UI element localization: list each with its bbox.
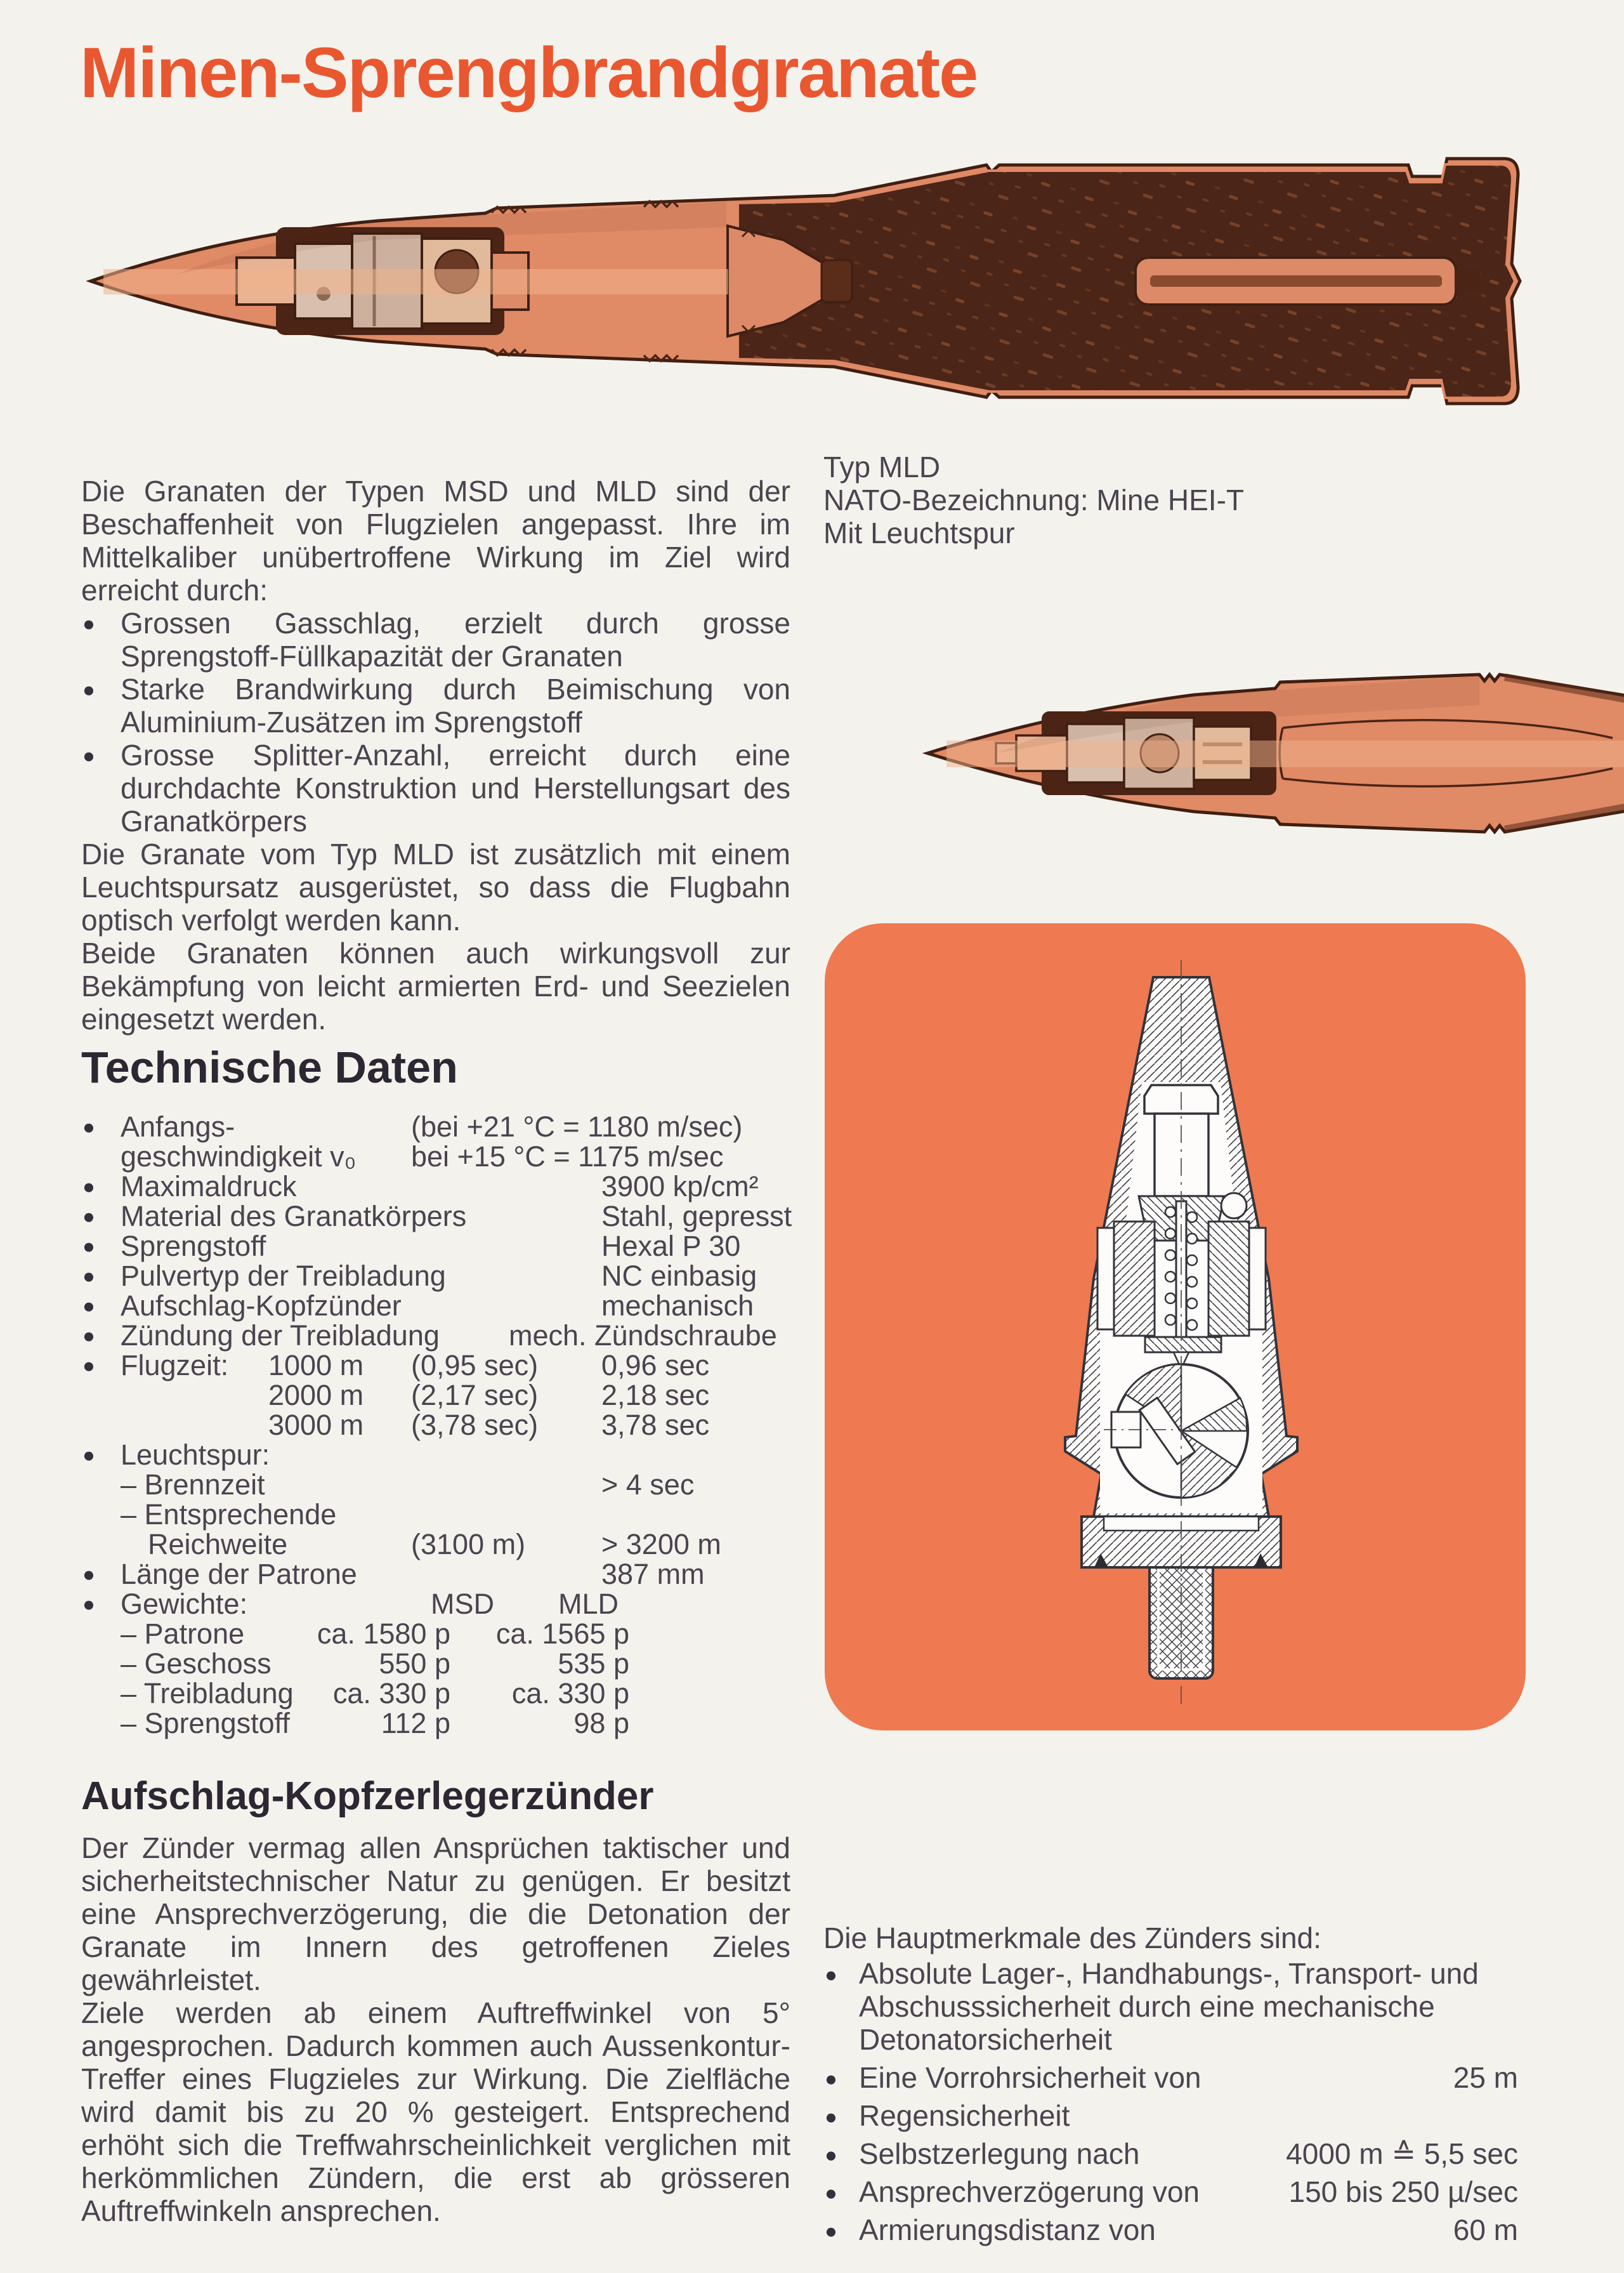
intro-paragraph: Beide Granaten können auch wirkungsvoll zur Bekämpfung von leicht armierten Erd- und Seezielen eingesetzt werden. — [81, 937, 790, 1036]
projectile-cutaway-illustration — [921, 644, 1624, 863]
table-row: ● Zündung der Treibladung mech. Zündschraube — [82, 1319, 777, 1352]
bullet-icon: ● — [82, 678, 95, 701]
feature-item: ● Armierungsdistanz von 60 m — [823, 2213, 1547, 2246]
table-row: 2000 m (2,17 sec) 2,18 sec — [268, 1379, 710, 1411]
bullet-icon: ● — [82, 1354, 95, 1377]
bullet-icon: ● — [82, 1294, 95, 1317]
bullet-icon: ● — [825, 1963, 837, 1986]
table-row: ● Pulvertyp der Treibladung NC einbasig — [82, 1260, 757, 1292]
feature-item: ● Ansprechverzögerung von 150 bis 250 µ/sec — [823, 2175, 1547, 2208]
table-row: ● Anfangs- (bei +21 °C = 1180 m/sec) — [82, 1110, 743, 1143]
tracer-note: Mit Leuchtspur — [823, 517, 1015, 550]
bullet-icon: ● — [825, 2105, 837, 2128]
feature-item: ● Eine Vorrohrsicherheit von 25 m — [823, 2061, 1547, 2094]
table-row: geschwindigkeit v₀ bei +15 °C = 1175 m/sec — [121, 1140, 724, 1173]
bullet-icon: ● — [82, 1443, 95, 1466]
fuze-features — [823, 1921, 1547, 2251]
bullet-icon: ● — [82, 1562, 95, 1586]
table-row: ● Aufschlag-Kopfzünder mechanisch — [82, 1289, 754, 1322]
tech-data-table — [81, 1112, 790, 1738]
feature-item: ● Regensicherheit — [825, 2099, 1070, 2132]
table-row: ● Sprengstoff Hexal P 30 — [82, 1230, 741, 1262]
bullet-icon: ● — [82, 1115, 95, 1138]
bullet-icon: ● — [82, 744, 95, 767]
table-row: – Treibladung ca. 330 p ca. 330 p — [121, 1677, 629, 1710]
feature-item: ● Absolute Lager-, Handhabungs-, Transport- und Abschusssicherheit durch eine mechanische Detonatorsicherheit — [825, 1957, 1479, 2056]
page-title: Minen-Sprengbrandgranate — [80, 33, 978, 112]
table-row: ● Flugzeit: 1000 m (0,95 sec) 0,96 sec — [82, 1349, 710, 1381]
table-row: – Geschoss 550 p 535 p — [121, 1647, 629, 1680]
column-header-msd: MSD — [431, 1588, 494, 1620]
bullet-icon: ● — [82, 1234, 95, 1258]
bullet-icon: ● — [825, 2219, 837, 2243]
table-row: – Patrone ca. 1580 p ca. 1565 p — [121, 1617, 629, 1650]
type-line: Typ MLD — [823, 451, 941, 484]
bullet-icon: ● — [82, 612, 95, 635]
bullet-icon: ● — [82, 1592, 95, 1616]
feature-value: 4000 m ≙ 5,5 sec — [1286, 2137, 1518, 2170]
bullet-icon: ● — [825, 2181, 837, 2204]
table-row: – Entsprechende — [121, 1498, 337, 1531]
table-row: ● Maximaldruck 3900 kp/cm² — [82, 1170, 759, 1202]
table-row: – Brennzeit > 4 sec — [121, 1468, 695, 1501]
intro-bullet-item: ● Grossen Gasschlag, erzielt durch grosse Sprengstoff-Füllkapazität der Granaten — [82, 607, 790, 673]
bullet-icon: ● — [825, 2067, 837, 2090]
bullet-icon: ● — [82, 1175, 95, 1198]
tech-data-heading: Technische Daten — [81, 1043, 458, 1092]
feature-value: 25 m — [1453, 2061, 1518, 2094]
fuze-diagram-panel — [825, 923, 1526, 1730]
intro-bullet-item: ● Starke Brandwirkung durch Beimischung von Aluminium-Zusätzen im Sprengstoff — [82, 673, 790, 739]
table-row: Reichweite (3100 m) > 3200 m — [148, 1528, 721, 1560]
features-heading: Die Hauptmerkmale des Zünders sind: — [823, 1921, 1321, 1954]
table-row: ● Gewichte: MSD MLD — [82, 1588, 619, 1620]
feature-item: ● Selbstzerlegung nach 4000 m ≙ 5,5 sec — [823, 2137, 1547, 2170]
fuze-heading: Aufschlag-Kopfzerlegerzünder — [81, 1774, 654, 1818]
column-header-mld: MLD — [558, 1588, 619, 1620]
table-row: ● Material des Granatkörpers Stahl, gepresst — [82, 1200, 792, 1232]
feature-value: 60 m — [1453, 2213, 1518, 2246]
fuze-paragraph: Der Zünder vermag allen Ansprüchen taktischer und sicherheitstechnischer Natur zu genügen. Er besitzt eine Ansprechverzögerung, die die Detonation der Granate im Innern des getroffenen Zieles gewährleistet. — [81, 1831, 790, 1996]
bullet-icon: ● — [825, 2143, 837, 2166]
table-row: ● Leuchtspur: — [82, 1439, 270, 1471]
table-row: 3000 m (3,78 sec) 3,78 sec — [268, 1409, 710, 1441]
nato-designation: NATO-Bezeichnung: Mine HEI-T — [823, 484, 1244, 517]
fuze-paragraph: Ziele werden ab einem Auftreffwinkel von 5° angesprochen. Dadurch kommen auch Aussenkontur-Treffer eines Flugzieles zur Wirkung. Die Zielfläche wird damit bis zu 20 % gesteigert. Entsprechend erhöht sich die Treffwahrscheinlichkeit verglichen mit herkömmlichen Zündern, die erst ab grösseren Auftreffwinkeln ansprechen. — [81, 1996, 790, 2227]
intro-paragraph: Die Granaten der Typen MSD und MLD sind der Beschaffenheit von Flugzielen angepasst. Ihre im Mittelkaliber unübertroffene Wirkung im Ziel wird erreicht durch: — [81, 475, 790, 607]
bullet-icon: ● — [82, 1204, 95, 1228]
bullet-icon: ● — [82, 1324, 95, 1347]
cartridge-cutaway-illustration — [86, 151, 1526, 414]
fuze-cross-section-drawing — [825, 923, 1526, 1730]
type-designation — [823, 451, 1382, 550]
intro-bullet-item: ● Grosse Splitter-Anzahl, erreicht durch eine durchdachte Konstruktion und Herstellungsart des Granatkörpers — [82, 739, 790, 838]
intro-paragraph: Die Granate vom Typ MLD ist zusätzlich mit einem Leuchtspursatz ausgerüstet, so dass die Flugbahn optisch verfolgt werden kann. — [81, 838, 790, 937]
fuze-text — [81, 1831, 790, 2227]
table-row: – Sprengstoff 112 p 98 p — [121, 1707, 629, 1739]
table-row: ● Länge der Patrone 387 mm — [82, 1558, 705, 1590]
bullet-icon: ● — [82, 1264, 95, 1288]
intro-text — [81, 475, 790, 1036]
feature-value: 150 bis 250 µ/sec — [1288, 2175, 1518, 2208]
